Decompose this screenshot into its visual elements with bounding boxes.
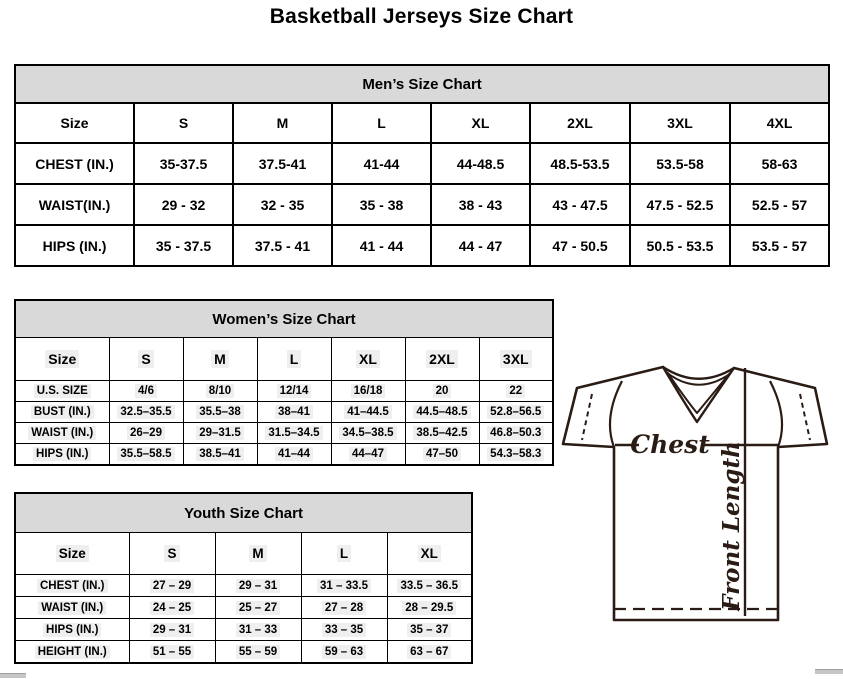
- table-cell: [183, 402, 257, 423]
- table-cell: [109, 402, 183, 423]
- table-cell: 37.5 - 41: [233, 225, 332, 266]
- cell-value: 35 – 37: [407, 623, 451, 637]
- cell-value: 55 – 59: [236, 645, 280, 659]
- table-cell: 35 - 37.5: [134, 225, 233, 266]
- table-cell: 35 - 38: [332, 184, 431, 225]
- row-label: [15, 381, 109, 402]
- cell-value: 12/14: [277, 384, 312, 398]
- column-header: [405, 338, 479, 381]
- table-cell: [331, 444, 405, 466]
- table-cell: [257, 423, 331, 444]
- cell-value: 32.5–35.5: [117, 405, 174, 419]
- table-cell: [479, 381, 553, 402]
- cell-value: 27 – 29: [150, 579, 194, 593]
- column-header-row: [15, 338, 553, 381]
- table-cell: [215, 597, 301, 619]
- table-cell: [479, 402, 553, 423]
- column-header: 4XL: [730, 103, 829, 143]
- row-label: [15, 444, 109, 466]
- cell-value: 44.5–48.5: [413, 405, 470, 419]
- cell-value: WAIST (IN.): [28, 426, 96, 440]
- table-title-row: [15, 300, 553, 338]
- youth-size-table: [14, 492, 473, 664]
- table-cell: [129, 575, 215, 597]
- table-row: [15, 444, 553, 466]
- cell-value: 29–31.5: [196, 426, 244, 440]
- cell-value: HIPS (IN.): [43, 623, 101, 637]
- cell-value: U.S. SIZE: [34, 384, 91, 398]
- table-row: [15, 641, 472, 664]
- cell-value: M: [211, 350, 229, 368]
- cell-value: XL: [356, 350, 380, 368]
- column-header-row: [15, 533, 472, 575]
- horizontal-scrollbar-fragment-right[interactable]: [815, 669, 843, 674]
- cell-value: 31.5–34.5: [265, 426, 322, 440]
- cell-value: 38–41: [275, 405, 313, 419]
- row-label: WAIST(IN.): [15, 184, 134, 225]
- table-row: [15, 597, 472, 619]
- table-cell: 44-48.5: [431, 143, 530, 184]
- table-cell: 35-37.5: [134, 143, 233, 184]
- table-cell: [387, 619, 472, 641]
- jersey-outline: [563, 367, 827, 620]
- womens-table-title: Women’s Size Chart: [15, 300, 553, 338]
- table-cell: 41-44: [332, 143, 431, 184]
- table-cell: [129, 619, 215, 641]
- cell-value: 16/18: [351, 384, 386, 398]
- table-row: [15, 225, 829, 266]
- collar-v-outer: [663, 367, 734, 422]
- column-header: [331, 338, 405, 381]
- cell-value: 41–44: [275, 447, 313, 461]
- cell-value: 29 – 31: [236, 579, 280, 593]
- row-label: [15, 402, 109, 423]
- table-cell: 53.5-58: [630, 143, 730, 184]
- mens-table-title: Men’s Size Chart: [15, 65, 829, 103]
- column-header: Size: [15, 103, 134, 143]
- cell-value: 52.8–56.5: [487, 405, 544, 419]
- cell-value: 3XL: [500, 350, 532, 368]
- table-cell: [331, 423, 405, 444]
- column-header: [109, 338, 183, 381]
- table-cell: [331, 402, 405, 423]
- womens-size-table: [14, 299, 554, 466]
- column-header: [15, 533, 129, 575]
- table-row: [15, 423, 553, 444]
- table-cell: [183, 444, 257, 466]
- column-header: M: [233, 103, 332, 143]
- cell-value: 27 – 28: [322, 601, 366, 615]
- cell-value: S: [138, 350, 153, 368]
- right-armhole-seam: [770, 381, 782, 447]
- cell-value: M: [249, 545, 266, 562]
- cell-value: L: [287, 350, 302, 368]
- row-label: [15, 597, 129, 619]
- table-cell: [109, 423, 183, 444]
- cell-value: 4/6: [135, 384, 157, 398]
- table-cell: [257, 381, 331, 402]
- cell-value: 38.5–41: [196, 447, 244, 461]
- table-cell: 32 - 35: [233, 184, 332, 225]
- table-cell: 41 - 44: [332, 225, 431, 266]
- table-cell: [301, 619, 387, 641]
- table-cell: [109, 381, 183, 402]
- table-cell: [183, 423, 257, 444]
- row-label: CHEST (IN.): [15, 143, 134, 184]
- jersey-measurement-diagram: [558, 356, 834, 630]
- table-cell: 38 - 43: [431, 184, 530, 225]
- front-length-label: Front Length: [718, 441, 745, 611]
- cell-value: S: [164, 545, 179, 562]
- table-cell: 43 - 47.5: [530, 184, 630, 225]
- cell-value: 26–29: [127, 426, 165, 440]
- table-cell: 29 - 32: [134, 184, 233, 225]
- column-header: [15, 338, 109, 381]
- table-title-row: [15, 493, 472, 533]
- row-label: [15, 619, 129, 641]
- table-cell: [301, 575, 387, 597]
- column-header: [215, 533, 301, 575]
- cell-value: BUST (IN.): [31, 405, 94, 419]
- cell-value: 8/10: [206, 384, 234, 398]
- table-row: [15, 381, 553, 402]
- table-title-row: [15, 65, 829, 103]
- cell-value: CHEST (IN.): [37, 579, 108, 593]
- table-cell: 58-63: [730, 143, 829, 184]
- cell-value: 59 – 63: [322, 645, 366, 659]
- table-cell: [215, 619, 301, 641]
- table-cell: 50.5 - 53.5: [630, 225, 730, 266]
- cell-value: Size: [56, 545, 89, 562]
- cell-value: 51 – 55: [150, 645, 194, 659]
- cell-value: HEIGHT (IN.): [35, 645, 110, 659]
- table-cell: [479, 444, 553, 466]
- table-cell: [405, 444, 479, 466]
- cell-value: 24 – 25: [150, 601, 194, 615]
- column-header: S: [134, 103, 233, 143]
- column-header: XL: [431, 103, 530, 143]
- cell-value: 29 – 31: [150, 623, 194, 637]
- table-cell: 47 - 50.5: [530, 225, 630, 266]
- right-cuff-dashed-line: [800, 394, 810, 440]
- table-cell: [405, 423, 479, 444]
- column-header: [301, 533, 387, 575]
- cell-value: 41–44.5: [344, 405, 392, 419]
- cell-value: 54.3–58.3: [487, 447, 544, 461]
- left-armhole-seam: [610, 381, 622, 447]
- table-cell: 47.5 - 52.5: [630, 184, 730, 225]
- table-cell: 48.5-53.5: [530, 143, 630, 184]
- table-cell: 37.5-41: [233, 143, 332, 184]
- row-label: HIPS (IN.): [15, 225, 134, 266]
- table-cell: [387, 575, 472, 597]
- table-cell: [129, 641, 215, 664]
- cell-value: 35.5–58.5: [117, 447, 174, 461]
- table-cell: [405, 402, 479, 423]
- row-label: [15, 575, 129, 597]
- table-cell: [215, 641, 301, 664]
- table-row: [15, 619, 472, 641]
- horizontal-scrollbar-fragment-left[interactable]: [0, 673, 26, 678]
- table-row: [15, 143, 829, 184]
- cell-value: XL: [418, 545, 441, 562]
- table-cell: [387, 641, 472, 664]
- table-cell: [405, 381, 479, 402]
- cell-value: 33 – 35: [322, 623, 366, 637]
- left-cuff-dashed-line: [582, 394, 592, 440]
- column-header: [387, 533, 472, 575]
- table-cell: 44 - 47: [431, 225, 530, 266]
- table-row: [15, 184, 829, 225]
- cell-value: 47–50: [423, 447, 461, 461]
- cell-value: 63 – 67: [407, 645, 451, 659]
- table-row: [15, 402, 553, 423]
- cell-value: 31 – 33.5: [317, 579, 371, 593]
- row-label: [15, 641, 129, 664]
- table-cell: [183, 381, 257, 402]
- column-header: 2XL: [530, 103, 630, 143]
- cell-value: 2XL: [426, 350, 458, 368]
- table-cell: [301, 597, 387, 619]
- table-cell: [215, 575, 301, 597]
- table-cell: 53.5 - 57: [730, 225, 829, 266]
- table-row: [15, 575, 472, 597]
- cell-value: 34.5–38.5: [339, 426, 396, 440]
- table-cell: [387, 597, 472, 619]
- cell-value: 28 – 29.5: [402, 601, 456, 615]
- table-cell: 52.5 - 57: [730, 184, 829, 225]
- table-cell: [109, 444, 183, 466]
- cell-value: 22: [506, 384, 525, 398]
- cell-value: 38.5–42.5: [413, 426, 470, 440]
- column-header-row: [15, 103, 829, 143]
- table-cell: [479, 423, 553, 444]
- cell-value: 31 – 33: [236, 623, 280, 637]
- column-header: [479, 338, 553, 381]
- cell-value: Size: [45, 350, 79, 368]
- table-cell: [129, 597, 215, 619]
- cell-value: 44–47: [349, 447, 387, 461]
- page-title: Basketball Jerseys Size Chart: [269, 5, 574, 28]
- cell-value: HIPS (IN.): [33, 447, 91, 461]
- cell-value: 35.5–38: [196, 405, 244, 419]
- column-header: 3XL: [630, 103, 730, 143]
- table-cell: [257, 444, 331, 466]
- column-header: L: [332, 103, 431, 143]
- table-cell: [301, 641, 387, 664]
- cell-value: 33.5 – 36.5: [397, 579, 461, 593]
- cell-value: 20: [433, 384, 452, 398]
- column-header: [129, 533, 215, 575]
- cell-value: WAIST (IN.): [38, 601, 106, 615]
- chest-label: Chest: [630, 430, 710, 459]
- column-header: [257, 338, 331, 381]
- row-label: [15, 423, 109, 444]
- cell-value: L: [337, 545, 351, 562]
- table-cell: [331, 381, 405, 402]
- mens-size-table: [14, 64, 830, 267]
- table-cell: [257, 402, 331, 423]
- cell-value: 46.8–50.3: [487, 426, 544, 440]
- cell-value: 25 – 27: [236, 601, 280, 615]
- youth-table-title: Youth Size Chart: [15, 493, 472, 533]
- column-header: [183, 338, 257, 381]
